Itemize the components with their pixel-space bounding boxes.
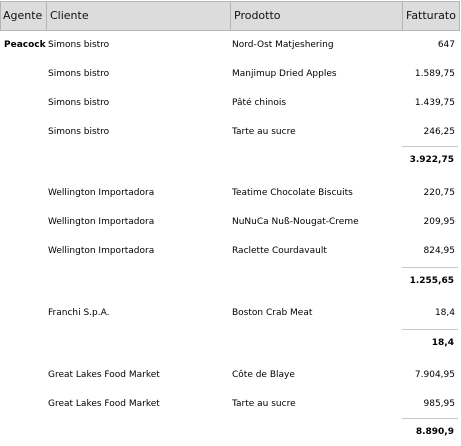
table-row <box>0 179 461 208</box>
table-row <box>0 89 461 118</box>
subtotal-value: 1.255,65 <box>409 276 454 286</box>
revenue-cell: 647 <box>437 40 455 50</box>
subtotal-row <box>402 146 458 175</box>
revenue-cell: 824,95 <box>423 246 455 256</box>
table-row <box>0 31 461 60</box>
agent-cell: Peacock <box>4 40 46 50</box>
product-cell: Côte de Blaye <box>232 370 295 380</box>
product-cell: Teatime Chocolate Biscuits <box>232 188 353 198</box>
revenue-cell: 1.589,75 <box>414 69 455 79</box>
table-row <box>0 390 461 419</box>
client-cell: Great Lakes Food Market <box>48 399 160 409</box>
product-cell: Nord-Ost Matjeshering <box>232 40 334 50</box>
column-header-client[interactable]: Cliente <box>46 1 230 31</box>
subtotal-row <box>402 418 458 443</box>
product-cell: NuNuCa Nuß-Nougat-Creme <box>232 217 359 227</box>
client-cell: Simons bistro <box>48 40 110 50</box>
client-cell: Wellington Importadora <box>48 188 155 198</box>
client-cell: Simons bistro <box>48 69 110 79</box>
subtotal-value: 3.922,75 <box>409 155 454 165</box>
revenue-cell: 246,25 <box>423 127 455 137</box>
table-row <box>0 299 461 328</box>
revenue-cell: 209,95 <box>423 217 455 227</box>
client-cell: Simons bistro <box>48 127 110 137</box>
revenue-cell: 7.904,95 <box>414 370 455 380</box>
product-cell: Manjimup Dried Apples <box>232 69 337 79</box>
revenue-cell: 220,75 <box>423 188 455 198</box>
table-row <box>0 60 461 89</box>
revenue-cell: 1.439,75 <box>414 98 455 108</box>
product-cell: Pâté chinois <box>232 98 287 108</box>
table-row <box>0 237 461 266</box>
subtotal-value: 8.890,9 <box>415 427 454 437</box>
table-row <box>0 208 461 237</box>
product-cell: Boston Crab Meat <box>232 308 313 318</box>
table-row <box>0 361 461 390</box>
client-cell: Great Lakes Food Market <box>48 370 160 380</box>
subtotal-row <box>402 329 458 358</box>
client-cell: Wellington Importadora <box>48 217 155 227</box>
product-cell: Tarte au sucre <box>232 399 296 409</box>
table-row <box>0 118 461 147</box>
subtotal-row <box>402 267 458 296</box>
revenue-cell: 985,95 <box>423 399 455 409</box>
column-header-revenue[interactable]: Fatturato <box>402 1 460 31</box>
client-cell: Wellington Importadora <box>48 246 155 256</box>
revenue-cell: 18,4 <box>434 308 455 318</box>
column-header-agent[interactable]: Agente <box>0 1 46 31</box>
client-cell: Simons bistro <box>48 98 110 108</box>
subtotal-value: 18,4 <box>431 338 454 348</box>
product-cell: Raclette Courdavault <box>232 246 327 256</box>
product-cell: Tarte au sucre <box>232 127 296 137</box>
column-header-product[interactable]: Prodotto <box>230 1 402 31</box>
client-cell: Franchi S.p.A. <box>48 308 110 318</box>
